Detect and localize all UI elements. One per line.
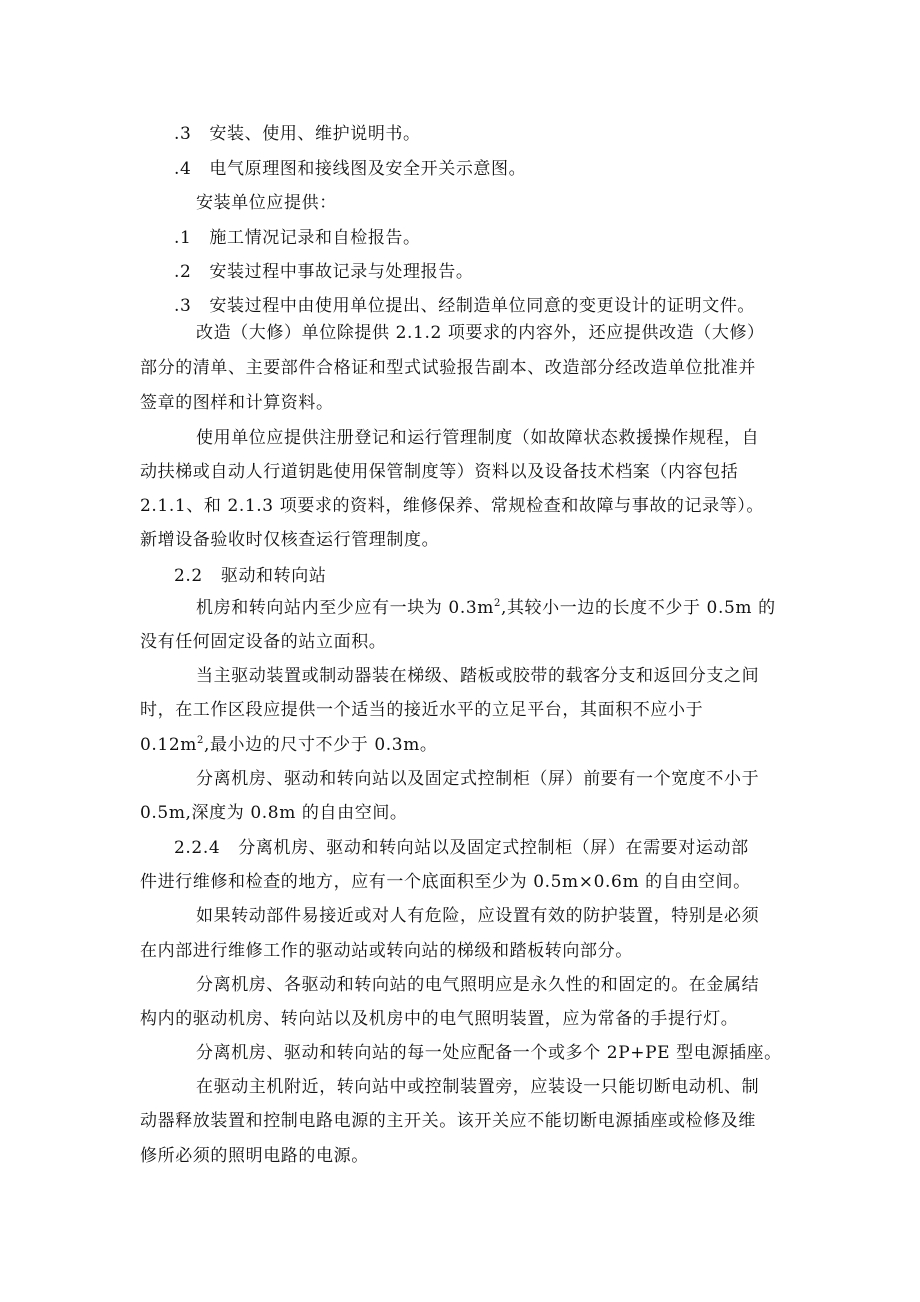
paragraph-line: 动扶梯或自动人行道钥匙使用保管制度等）资料以及设备技术档案（内容包括 bbox=[140, 462, 739, 482]
paragraph-line: 当主驱动装置或制动器装在梯级、踏板或胶带的载客分支和返回分支之间 bbox=[196, 666, 760, 686]
section-224-line bbox=[174, 837, 749, 859]
list-item bbox=[174, 227, 421, 249]
superscript: 2 bbox=[196, 735, 204, 746]
paragraph-line: 使用单位应提供注册登记和运行管理制度（如故障状态救援操作规程，自 bbox=[196, 428, 760, 448]
paragraph-line: 0.5m,深度为 0.8m 的自由空间。 bbox=[140, 803, 408, 823]
paragraph-line: 修所必须的照明电路的电源。 bbox=[140, 1146, 369, 1166]
paragraph-line bbox=[196, 597, 776, 619]
text-segment: 0.12m bbox=[140, 735, 197, 755]
paragraph-line: 件进行维修和检查的地方，应有一个底面积至少为 0.5m×0.6m 的自由空间。 bbox=[140, 872, 751, 892]
superscript: 2 bbox=[493, 598, 501, 609]
item-number: .3 bbox=[174, 124, 192, 144]
paragraph-line: 改造（大修）单位除提供 2.1.2 项要求的内容外，还应提供改造（大修） bbox=[196, 323, 765, 343]
list-item bbox=[174, 123, 421, 145]
paragraph-line: 构内的驱动机房、转向站以及机房中的电气照明装置，应为常备的手提行灯。 bbox=[140, 1009, 739, 1029]
list-item bbox=[174, 295, 755, 317]
section-title: 驱动和转向站 bbox=[220, 566, 327, 586]
text-segment: 机房和转向站内至少应有一块为 0.3m bbox=[196, 598, 494, 618]
section-heading bbox=[174, 565, 326, 587]
paragraph-line: 没有任何固定设备的站立面积。 bbox=[140, 632, 387, 652]
paragraph-line: 在驱动主机附近，转向站中或控制装置旁，应装设一只能切断电动机、制 bbox=[196, 1077, 760, 1097]
paragraph-line: 新增设备验收时仅核查运行管理制度。 bbox=[140, 530, 440, 550]
paragraph-line: 部分的清单、主要部件合格证和型式试验报告副本、改造部分经改造单位批准并 bbox=[140, 358, 756, 378]
text-segment: ,最小边的尺寸不少于 0.3m。 bbox=[203, 735, 438, 755]
paragraph-line bbox=[140, 734, 438, 756]
item-number: .2 bbox=[174, 262, 192, 282]
item-text: 安装过程中事故记录与处理报告。 bbox=[209, 262, 474, 282]
section-number: 2.2 bbox=[174, 566, 203, 586]
section-number: 2.2.4 bbox=[174, 838, 221, 858]
paragraph-line: 2.1.1、和 2.1.3 项要求的资料，维修保养、常规检查和故障与事故的记录等）。 bbox=[140, 496, 765, 516]
item-number: .4 bbox=[174, 159, 192, 179]
list-item bbox=[174, 261, 473, 283]
text-segment: 分离机房、驱动和转向站以及固定式控制柜（屏）在需要对运动部 bbox=[238, 838, 749, 858]
paragraph-line: 分离机房、驱动和转向站的每一处应配备一个或多个 2P+PE 型电源插座。 bbox=[196, 1043, 782, 1063]
text-segment: ,其较小一边的长度不少于 0.5m 的 bbox=[500, 598, 776, 618]
item-number: .3 bbox=[174, 296, 192, 316]
item-text: 电气原理图和接线图及安全开关示意图。 bbox=[209, 159, 527, 179]
paragraph-line: 分离机房、各驱动和转向站的电气照明应是永久性的和固定的。在金属结 bbox=[196, 975, 760, 995]
item-text: 安装过程中由使用单位提出、经制造单位同意的变更设计的证明文件。 bbox=[209, 296, 756, 316]
paragraph-line: 动器释放装置和控制电路电源的主开关。该开关应不能切断电源插座或检修及维 bbox=[140, 1111, 756, 1131]
item-text: 安装、使用、维护说明书。 bbox=[209, 124, 421, 144]
item-text: 施工情况记录和自检报告。 bbox=[209, 228, 421, 248]
paragraph-line: 时，在工作区段应提供一个适当的接近水平的立足平台，其面积不应小于 bbox=[140, 700, 704, 720]
paragraph-line: 签章的图样和计算资料。 bbox=[140, 393, 334, 413]
item-number: .1 bbox=[174, 228, 192, 248]
paragraph-line: 在内部进行维修工作的驱动站或转向站的梯级和踏板转向部分。 bbox=[140, 941, 633, 961]
paragraph-line: 分离机房、驱动和转向站以及固定式控制柜（屏）前要有一个宽度不小于 bbox=[196, 769, 760, 789]
paragraph-line: 如果转动部件易接近或对人有危险，应设置有效的防护装置，特别是必须 bbox=[196, 906, 760, 926]
list-item bbox=[174, 158, 526, 180]
install-intro: 安装单位应提供： bbox=[196, 193, 337, 213]
